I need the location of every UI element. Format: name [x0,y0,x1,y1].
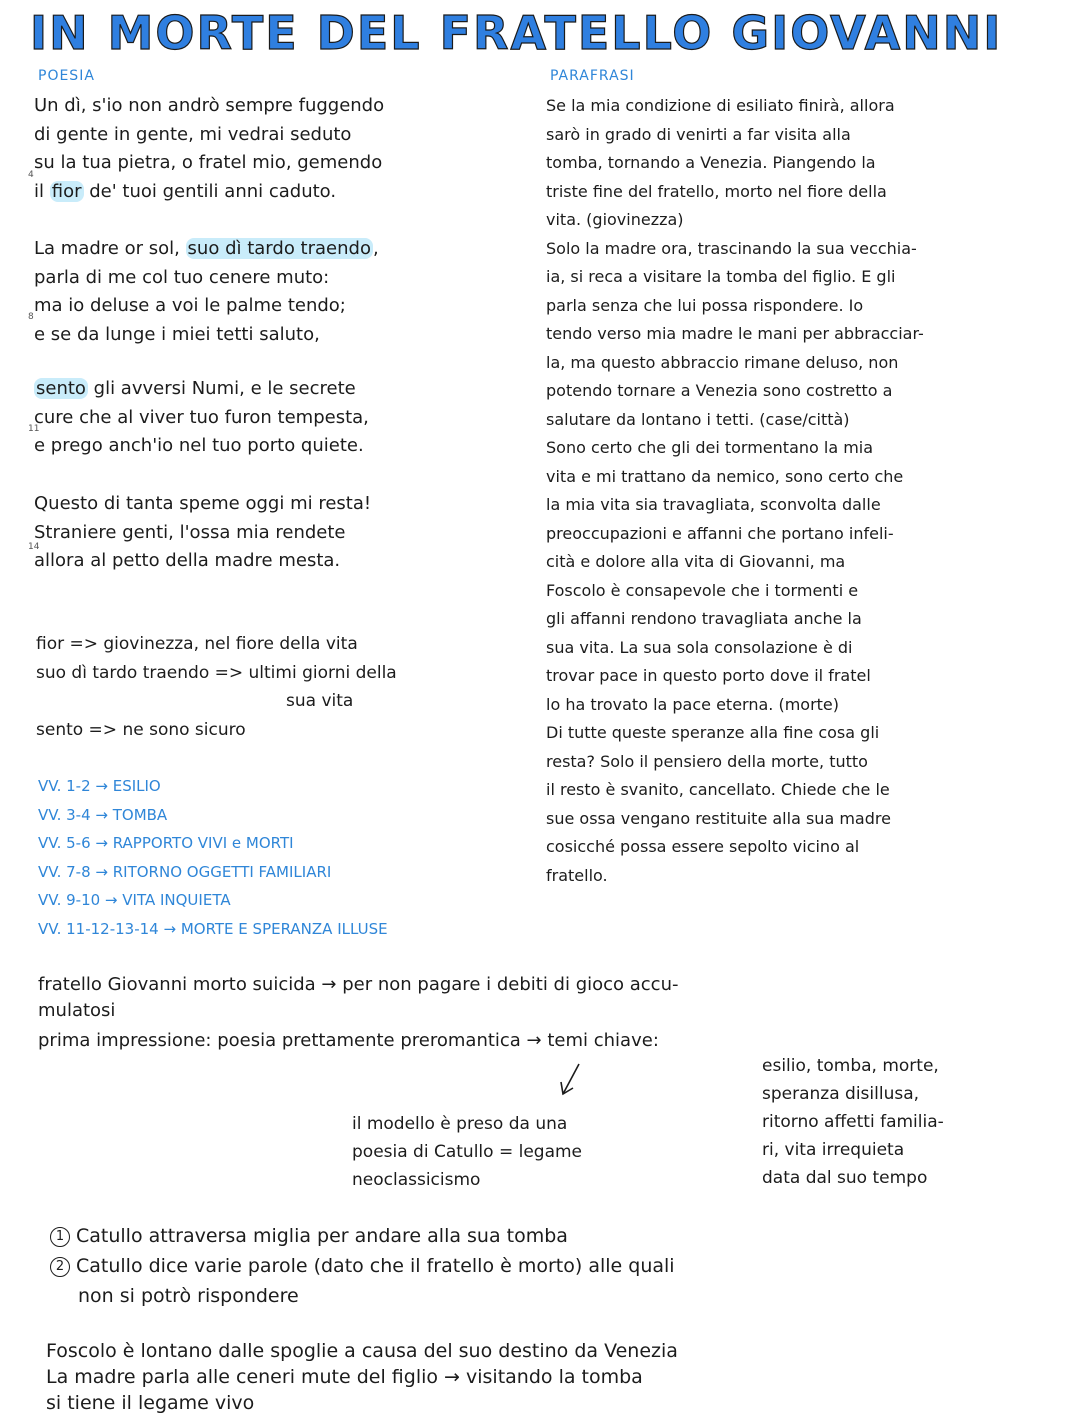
final-line: La madre parla alle ceneri mute del figlio → visitando la tomba [46,1366,643,1388]
line-number: 8 [28,312,34,322]
verse: La madre or sol, suo dì tardo traendo , [34,238,379,259]
schema-item: VV. 11-12-13-14 → MORTE E SPERANZA ILLUSE [38,919,388,938]
parafrasi-line: sua vita. La sua sola consolazione è di [546,637,853,657]
theme-item: esilio, tomba, morte, [762,1056,939,1076]
stanza-3 [34,375,369,461]
parafrasi-line: la mia vita sia travagliata, sconvolta dalle [546,495,881,514]
parafrasi-line: triste fine del fratello, morto nel fiore della [546,181,887,201]
verse: il fior de' tuoi gentili anni caduto. [34,180,337,202]
verse: Un dì, s'io non andrò sempre fuggendo [34,95,385,116]
schema-item: VV. 5-6 → RAPPORTO VIVI e MORTI [38,834,294,852]
model-note [352,1110,582,1194]
point-2 [50,1252,675,1281]
model-line: il modello è preso da una [352,1114,568,1134]
parafrasi-line: vita e mi trattano da nemico, sono certo che [546,466,904,486]
highlight: fior [51,180,82,202]
stanza-2 [34,235,379,349]
final-notes [46,1338,678,1416]
verse: allora al petto della madre mesta. [34,550,341,571]
final-line: Foscolo è lontano dalle spoglie a causa del suo destino da Venezia [46,1340,678,1362]
verse: su la tua pietra, o fratel mio, gemendo [34,152,383,173]
schema-item: VV. 7-8 → RITORNO OGGETTI FAMILIARI [38,862,332,881]
parafrasi-line: tomba, tornando a Venezia. Piangendo la [546,153,876,172]
line-number: 14 [28,542,40,552]
final-line: si tiene il legame vivo [46,1392,255,1414]
verse: sento gli avversi Numi, e le secrete [36,378,356,399]
model-line: neoclassicismo [352,1170,481,1190]
parafrasi-line: trovar pace in questo porto dove il fratel [546,666,871,685]
parafrasi-line: potendo tornare a Venezia sono costretto a [546,381,893,400]
parafrasi-line: tendo verso mia madre le mani per abbracciar- [546,324,924,343]
glossary-item: fior => giovinezza, nel fiore della vita [36,634,358,654]
parafrasi-line: parla senza che lui possa rispondere. Io [546,295,864,315]
parafrasi-line: sarò in grado di venirti a far visita alla [546,124,851,144]
theme-item: speranza disillusa, [762,1084,920,1104]
verse-schema [38,772,388,943]
stanza-1 [34,92,384,206]
parafrasi-line: Foscolo è consapevole che i tormenti e [546,580,859,600]
verse: cure che al viver tuo furon tempesta, [34,406,369,428]
number-badge: 2 [50,1257,70,1277]
parafrasi-line: cosicché possa essere sepolto vicino al [546,837,860,856]
verse: di gente in gente, mi vedrai seduto [34,123,352,145]
verse: Straniere genti, l'ossa mia rendete [34,521,346,543]
theme-item: ri, vita irrequieta [762,1140,905,1160]
parafrasi-line: la, ma questo abbraccio rimane deluso, non [546,352,899,372]
theme-item: data dal suo tempo [762,1168,928,1188]
note-suicide: fratello Giovanni morto suicida → per non pagare i debiti di gioco accu- [38,974,679,995]
parafrasi-line: preoccupazioni e affanni che portano infeli- [546,523,894,543]
parafrasi-line: Di tutte queste speranze alla fine cosa gli [546,723,880,742]
key-themes [762,1052,944,1192]
parafrasi-line: sue ossa vengano restituite alla sua madre [546,808,891,828]
parafrasi-line: lo ha trovato la pace eterna. (morte) [546,694,840,714]
glossary-item: suo dì tardo traendo => ultimi giorni della [36,662,397,683]
parafrasi-line: salutare da lontano i tetti. (case/città) [546,409,850,429]
number-badge: 1 [50,1227,70,1247]
parafrasi-text [546,92,924,890]
verse: Questo di tanta speme oggi mi resta! [34,493,372,514]
schema-item: VV. 3-4 → TOMBA [38,805,168,824]
note-suicide-cont: mulatosi [38,1000,116,1021]
line-number: 4 [28,170,34,180]
parafrasi-line: fratello. [546,865,608,885]
glossary-item: sento => ne sono sicuro [36,719,246,740]
note-first-impression: prima impressione: poesia prettamente preromantica → temi chiave: [38,1030,659,1051]
theme-item: ritorno affetti familia- [762,1112,944,1132]
stanza-4 [34,490,371,576]
verse: e prego anch'io nel tuo porto quiete. [34,435,364,456]
point-2-cont: non si potrò rispondere [78,1285,299,1307]
model-line: poesia di Catullo = legame [352,1142,583,1162]
parafrasi-line: Se la mia condizione di esiliato finirà, allora [546,96,895,115]
schema-item: VV. 1-2 → ESILIO [38,777,161,795]
glossary [36,630,397,744]
parafrasi-line: Sono certo che gli dei tormentano la mia [546,438,874,457]
highlight: sento [36,378,86,399]
parafrasi-line: gli affanni rendono travagliata anche la [546,609,862,628]
parafrasi-line: Solo la madre ora, trascinando la sua vecchia- [546,238,917,258]
verse: ma io deluse a voi le palme tendo; [34,295,346,316]
poesia-label: POESIA [38,68,95,84]
parafrasi-line: il resto è svanito, cancellato. Chiede che le [546,780,890,799]
verse: e se da lunge i miei tetti saluto, [34,323,320,345]
point-1 [50,1222,568,1251]
parafrasi-line: ia, si reca a visitare la tomba del figlio. E gli [546,267,896,286]
parafrasi-line: vita. (giovinezza) [546,210,684,229]
point-text: Catullo attraversa miglia per andare alla sua tomba [76,1225,568,1247]
highlight: suo dì tardo traendo [187,238,371,259]
verse: parla di me col tuo cenere muto: [34,266,330,288]
arrow-down-icon [555,1060,585,1100]
page-title: IN MORTE DEL FRATELLO GIOVANNI [30,6,1003,60]
parafrasi-line: cità e dolore alla vita di Giovanni, ma [546,552,846,571]
parafrasi-line: resta? Solo il pensiero della morte, tutto [546,751,868,771]
schema-item: VV. 9-10 → VITA INQUIETA [38,891,231,909]
parafrasi-label: PARAFRASI [550,68,635,84]
line-number: 11 [28,424,40,434]
point-text: Catullo dice varie parole (dato che il fratello è morto) alle quali [76,1255,675,1277]
glossary-item: sua vita [286,691,354,711]
